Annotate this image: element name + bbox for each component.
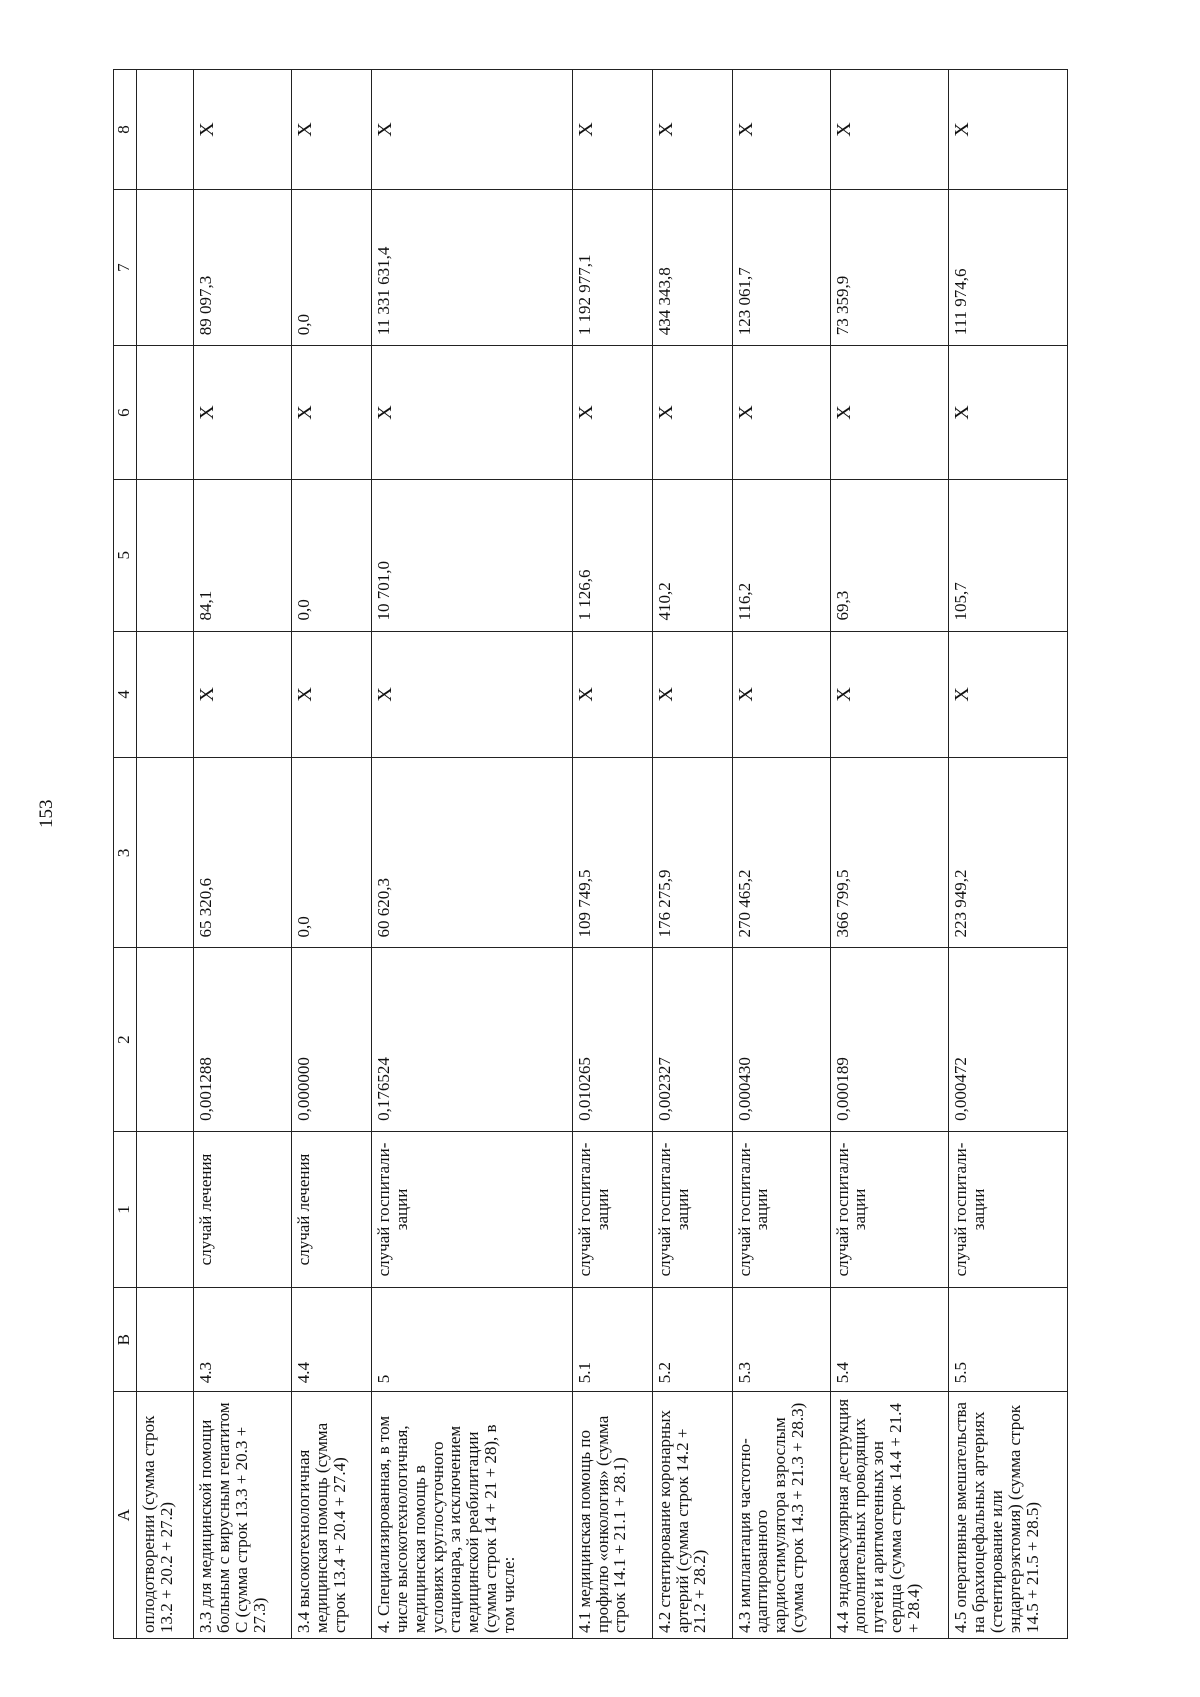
cell-col-4: X bbox=[830, 631, 949, 758]
col-header-6: 6 bbox=[114, 346, 137, 480]
cell-col-2: 0,000189 bbox=[830, 948, 949, 1131]
cell-col-6: X bbox=[572, 346, 652, 480]
table-row bbox=[572, 70, 652, 1639]
cell-row-code: 5.3 bbox=[732, 1288, 830, 1392]
col-header-a: А bbox=[114, 1392, 137, 1639]
cell-col-2: 0,000430 bbox=[732, 948, 830, 1131]
cell-col-5: 1 126,6 bbox=[572, 479, 652, 631]
cell-col-7: 1 192 977,1 bbox=[572, 190, 652, 346]
col-header-2: 2 bbox=[114, 948, 137, 1131]
cell-col-4: X bbox=[292, 631, 372, 758]
table-row bbox=[292, 70, 372, 1639]
cell-col-8: X bbox=[292, 70, 372, 190]
cell-col-8 bbox=[137, 70, 194, 190]
cell-name: 4. Специализированная, в том числе высокотехнологичная, медицинская помощь в условиях круглосуточного стационара, за исключением медицинской реабилитации (сумма строк 14 + 21 + 28), в том числе: bbox=[372, 1392, 573, 1639]
cell-row-code: 5.5 bbox=[949, 1288, 1068, 1392]
cell-row-code: 4.4 bbox=[292, 1288, 372, 1392]
cell-col-7: 111 974,6 bbox=[949, 190, 1068, 346]
cell-name: 3.4 высокотехнологичная медицинская помощь (сумма строк 13.4 + 20.4 + 27.4) bbox=[292, 1392, 372, 1639]
cell-col-5: 69,3 bbox=[830, 479, 949, 631]
cell-unit: случай госпитали-зации bbox=[732, 1131, 830, 1287]
cell-col-3 bbox=[137, 758, 194, 948]
cell-col-3: 270 465,2 bbox=[732, 758, 830, 948]
cell-col-8: X bbox=[194, 70, 292, 190]
cell-col-2: 0,002327 bbox=[652, 948, 732, 1131]
cell-col-4: X bbox=[572, 631, 652, 758]
cell-col-7: 0,0 bbox=[292, 190, 372, 346]
cell-col-3: 366 799,5 bbox=[830, 758, 949, 948]
cell-name: 4.3 имплантация частотно-адаптированного кардиостимулятора взрослым (сумма строк 14.3 + 21.3 + 28.3) bbox=[732, 1392, 830, 1639]
cell-col-4 bbox=[137, 631, 194, 758]
cell-col-4: X bbox=[372, 631, 573, 758]
cell-name: 4.4 эндоваскулярная деструкция дополнительных проводящих путей и аритмогенных зон сердца (сумма строк 14.4 + 21.4 + 28.4) bbox=[830, 1392, 949, 1639]
table-row bbox=[372, 70, 573, 1639]
cell-col-6: X bbox=[292, 346, 372, 480]
cell-unit: случай госпитали-зации bbox=[372, 1131, 573, 1287]
cell-name: 3.3 для медицинской помощи больным с вирусным гепатитом С (сумма строк 13.3 + 20.3 + 27.3) bbox=[194, 1392, 292, 1639]
cell-col-4: X bbox=[732, 631, 830, 758]
cell-row-code: 5.2 bbox=[652, 1288, 732, 1392]
cell-row-code: 5.1 bbox=[572, 1288, 652, 1392]
cell-col-7: 123 061,7 bbox=[732, 190, 830, 346]
cell-col-3: 60 620,3 bbox=[372, 758, 573, 948]
col-header-3: 3 bbox=[114, 758, 137, 948]
col-header-1: 1 bbox=[114, 1131, 137, 1287]
cell-col-6: X bbox=[732, 346, 830, 480]
cell-col-6: X bbox=[194, 346, 292, 480]
cell-col-7: 11 331 631,4 bbox=[372, 190, 573, 346]
cell-col-2: 0,010265 bbox=[572, 948, 652, 1131]
cell-name: 4.2 стентирование коронарных артерий (сумма строк 14.2 + 21.2 + 28.2) bbox=[652, 1392, 732, 1639]
cell-col-5: 84,1 bbox=[194, 479, 292, 631]
cell-col-6 bbox=[137, 346, 194, 480]
cell-col-2: 0,176524 bbox=[372, 948, 573, 1131]
cell-col-7: 73 359,9 bbox=[830, 190, 949, 346]
cell-col-5: 0,0 bbox=[292, 479, 372, 631]
cell-col-2: 0,000000 bbox=[292, 948, 372, 1131]
cell-col-2 bbox=[137, 948, 194, 1131]
col-header-b: В bbox=[114, 1288, 137, 1392]
cell-row-code: 4.3 bbox=[194, 1288, 292, 1392]
cell-col-5 bbox=[137, 479, 194, 631]
cell-col-6: X bbox=[830, 346, 949, 480]
cell-col-3: 223 949,2 bbox=[949, 758, 1068, 948]
cell-unit: случай госпитали-зации bbox=[949, 1131, 1068, 1287]
cell-col-2: 0,000472 bbox=[949, 948, 1068, 1131]
table-row bbox=[949, 70, 1068, 1639]
table-row bbox=[137, 70, 194, 1639]
cell-col-8: X bbox=[732, 70, 830, 190]
col-header-5: 5 bbox=[114, 479, 137, 631]
cell-col-5: 410,2 bbox=[652, 479, 732, 631]
cell-col-8: X bbox=[652, 70, 732, 190]
cell-col-5: 105,7 bbox=[949, 479, 1068, 631]
col-header-4: 4 bbox=[114, 631, 137, 758]
cell-col-6: X bbox=[652, 346, 732, 480]
cell-unit: случай лечения bbox=[292, 1131, 372, 1287]
table-body bbox=[137, 70, 1068, 1639]
cell-col-5: 116,2 bbox=[732, 479, 830, 631]
col-header-8: 8 bbox=[114, 70, 137, 190]
cell-col-3: 0,0 bbox=[292, 758, 372, 948]
cell-col-7: 89 097,3 bbox=[194, 190, 292, 346]
cell-col-4: X bbox=[194, 631, 292, 758]
cell-col-6: X bbox=[949, 346, 1068, 480]
cell-unit: случай госпитали-зации bbox=[572, 1131, 652, 1287]
cell-col-8: X bbox=[372, 70, 573, 190]
cell-row-code: 5 bbox=[372, 1288, 573, 1392]
table-row bbox=[732, 70, 830, 1639]
table-row bbox=[830, 70, 949, 1639]
cell-row-code bbox=[137, 1288, 194, 1392]
cell-name: оплодотворении (сумма строк 13.2 + 20.2 + 27.2) bbox=[137, 1392, 194, 1639]
cell-col-7: 434 343,8 bbox=[652, 190, 732, 346]
cell-col-4: X bbox=[949, 631, 1068, 758]
table-row bbox=[194, 70, 292, 1639]
data-table bbox=[113, 69, 1068, 1639]
cell-col-3: 109 749,5 bbox=[572, 758, 652, 948]
cell-col-3: 65 320,6 bbox=[194, 758, 292, 948]
page-number: 153 bbox=[36, 799, 57, 828]
cell-col-2: 0,001288 bbox=[194, 948, 292, 1131]
cell-name: 4.5 оперативные вмешательства на брахиоцефальных артериях (стентирование или эндартерэктомия) (сумма строк 14.5 + 21.5 + 28.5) bbox=[949, 1392, 1068, 1639]
cell-col-5: 10 701,0 bbox=[372, 479, 573, 631]
cell-unit bbox=[137, 1131, 194, 1287]
cell-col-8: X bbox=[830, 70, 949, 190]
cell-col-7 bbox=[137, 190, 194, 346]
cell-col-8: X bbox=[572, 70, 652, 190]
cell-row-code: 5.4 bbox=[830, 1288, 949, 1392]
col-header-7: 7 bbox=[114, 190, 137, 346]
cell-unit: случай госпитали-зации bbox=[830, 1131, 949, 1287]
cell-col-3: 176 275,9 bbox=[652, 758, 732, 948]
cell-unit: случай лечения bbox=[194, 1131, 292, 1287]
header-row bbox=[114, 70, 137, 1639]
cell-name: 4.1 медицинская помощь по профилю «онкология» (сумма строк 14.1 + 21.1 + 28.1) bbox=[572, 1392, 652, 1639]
cell-col-8: X bbox=[949, 70, 1068, 190]
table-row bbox=[652, 70, 732, 1639]
cell-col-6: X bbox=[372, 346, 573, 480]
cell-col-4: X bbox=[652, 631, 732, 758]
cell-unit: случай госпитали-зации bbox=[652, 1131, 732, 1287]
